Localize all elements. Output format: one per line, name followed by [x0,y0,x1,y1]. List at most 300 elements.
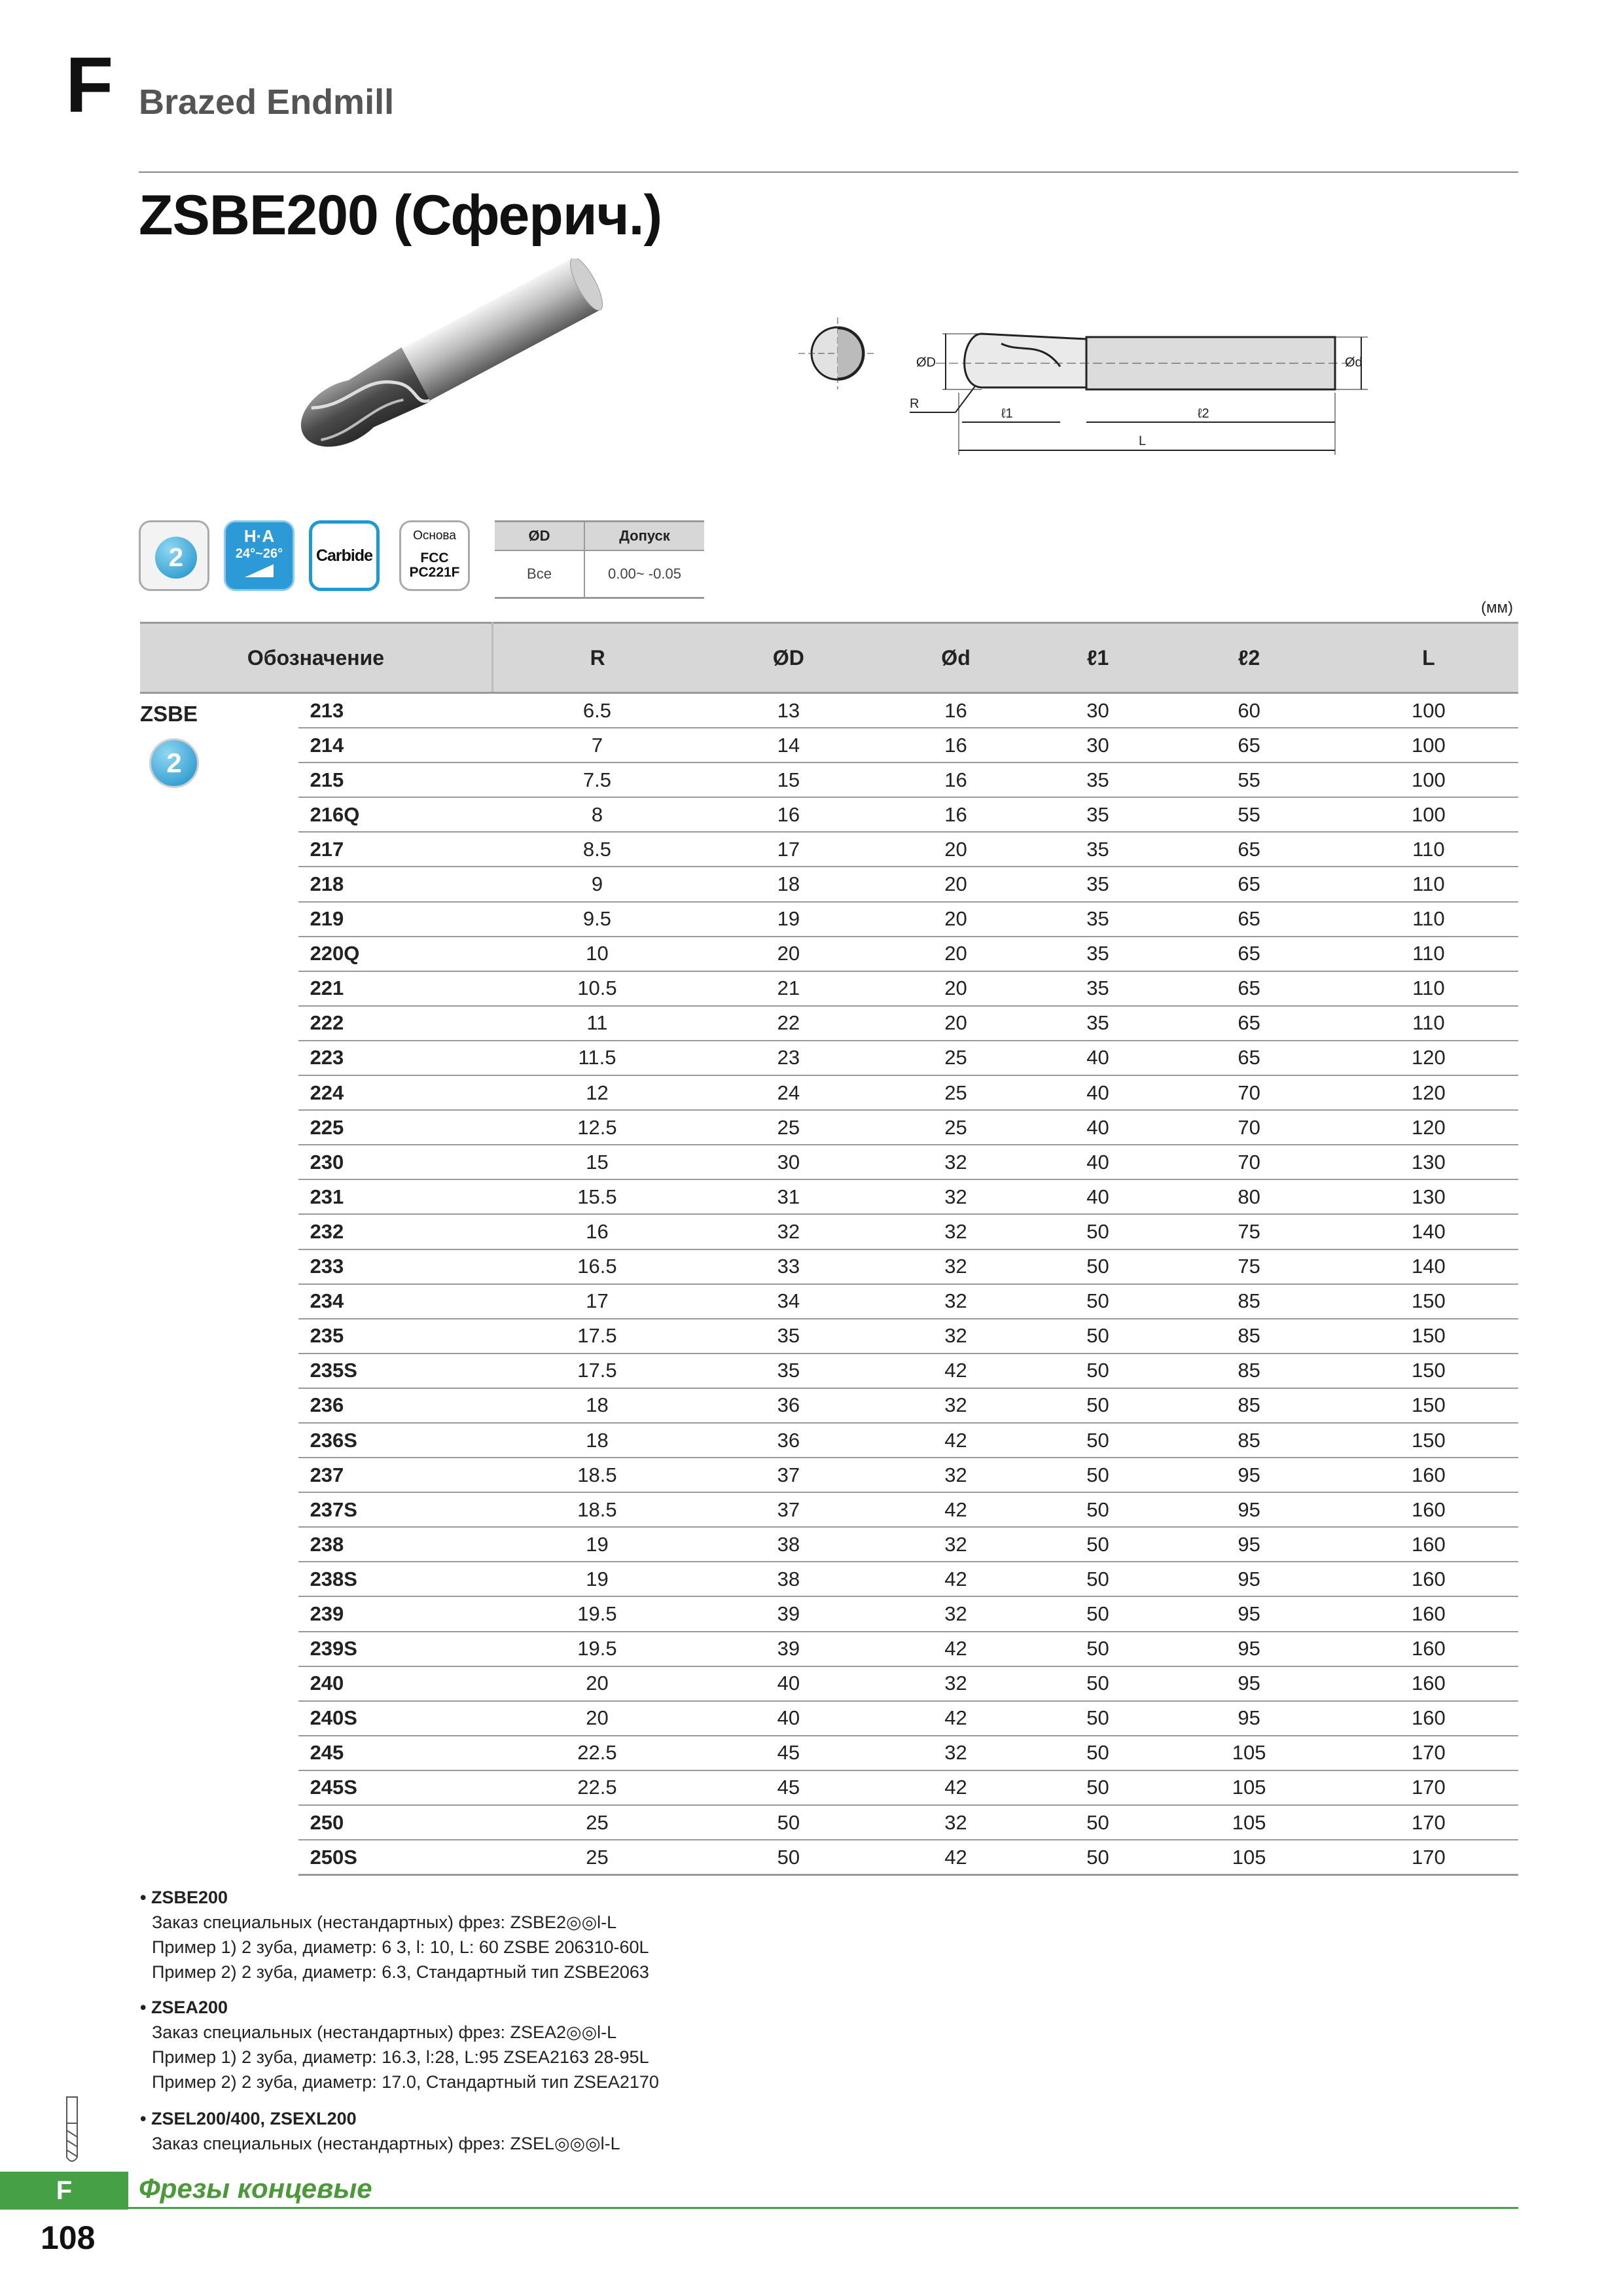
table-cell: 35 [1037,971,1160,1006]
endmill-drawing [785,281,1387,465]
table-cell: 32 [875,1249,1036,1284]
table-cell: 105 [1159,1736,1338,1770]
series-cell [140,693,298,1875]
table-cell: 37 [702,1492,875,1527]
table-cell: 18 [493,1423,702,1458]
table-cell: 11.5 [493,1041,702,1075]
table-row [140,1319,1518,1354]
table-cell: 130 [1339,1179,1518,1214]
endmill-photo [262,259,628,475]
table-cell: 35 [1037,867,1160,901]
table-cell: 8 [493,797,702,832]
table-cell: 150 [1339,1423,1518,1458]
table-cell: 33 [702,1249,875,1284]
table-cell: 17.5 [493,1319,702,1354]
note-block [140,2106,620,2156]
header-D: ØD [702,623,875,693]
table-cell: 42 [875,1354,1036,1388]
table-cell: 42 [875,1423,1036,1458]
table-cell: 25 [493,1840,702,1875]
table-cell: 25 [875,1041,1036,1075]
product-title: ZSBE200 (Сферич.) [139,184,662,247]
table-cell: 32 [875,1319,1036,1354]
table-cell: 50 [1037,1354,1160,1388]
table-cell: 55 [1159,762,1338,797]
note-line: Пример 1) 2 зуба, диаметр: 16.3, l:28, L:95 ZSEA2163 28-95L [152,2047,649,2067]
table-cell: 19.5 [493,1596,702,1631]
table-cell: 7 [493,728,702,762]
footer-category: Фрезы концевые [139,2173,372,2204]
table-cell: 38 [702,1527,875,1562]
base-grade-line2: PC221F [409,565,460,581]
table-cell: 160 [1339,1596,1518,1631]
designation-code: 220Q [298,937,493,971]
footer-divider [128,2207,1518,2209]
table-cell: 35 [1037,937,1160,971]
table-cell: 50 [1037,1805,1160,1840]
table-cell: 20 [493,1701,702,1736]
drawing-label-R: R [910,397,919,411]
table-cell: 20 [875,937,1036,971]
table-cell: 100 [1339,797,1518,832]
drawing-label-d: Ød [1345,355,1363,370]
table-cell: 32 [875,1179,1036,1214]
table-cell: 50 [1037,1527,1160,1562]
table-cell: 22 [702,1006,875,1041]
note-block [140,1885,649,1984]
table-cell: 95 [1159,1596,1338,1631]
designation-code: 213 [298,693,493,728]
tolerance-header-d: ØD [495,522,584,551]
note-title: • ZSEL200/400, ZSEXL200 [140,2109,357,2128]
table-cell: 32 [875,1736,1036,1770]
table-cell: 18.5 [493,1458,702,1492]
table-cell: 19 [493,1527,702,1562]
table-cell: 60 [1159,693,1338,728]
table-row [140,902,1518,937]
table-row [140,1666,1518,1701]
dimensions-table [140,622,1518,1876]
table-cell: 21 [702,971,875,1006]
table-cell: 19 [702,902,875,937]
table-cell: 16 [875,728,1036,762]
table-cell: 50 [1037,1632,1160,1666]
table-cell: 42 [875,1632,1036,1666]
note-line: Заказ специальных (нестандартных) фрез: ZSEL◎◎◎l-L [152,2134,620,2153]
table-row [140,1075,1518,1110]
designation-code: 223 [298,1041,493,1075]
table-cell: 20 [875,902,1036,937]
table-cell: 160 [1339,1666,1518,1701]
table-cell: 9 [493,867,702,901]
table-row [140,1388,1518,1423]
helix-badge-bottom: 24°~26° [235,547,283,561]
table-cell: 65 [1159,1006,1338,1041]
table-cell: 39 [702,1632,875,1666]
table-row [140,1214,1518,1249]
table-cell: 75 [1159,1249,1338,1284]
table-cell: 17 [493,1284,702,1319]
table-row [140,728,1518,762]
table-cell: 30 [1037,728,1160,762]
table-cell: 32 [875,1145,1036,1179]
dimensions-table-body [140,693,1518,1875]
table-cell: 16 [875,762,1036,797]
table-cell: 30 [1037,693,1160,728]
table-cell: 150 [1339,1354,1518,1388]
table-row [140,832,1518,867]
table-row [140,1354,1518,1388]
table-cell: 35 [702,1354,875,1388]
table-cell: 170 [1339,1805,1518,1840]
table-cell: 20 [702,937,875,971]
table-cell: 42 [875,1701,1036,1736]
table-cell: 32 [875,1596,1036,1631]
table-row [140,937,1518,971]
table-cell: 150 [1339,1284,1518,1319]
header-L: L [1339,623,1518,693]
table-cell: 50 [1037,1458,1160,1492]
table-cell: 110 [1339,1006,1518,1041]
table-row [140,1596,1518,1631]
table-cell: 160 [1339,1562,1518,1596]
table-row [140,1701,1518,1736]
table-row [140,971,1518,1006]
table-cell: 32 [875,1527,1036,1562]
header-R: R [493,623,702,693]
table-cell: 70 [1159,1110,1338,1145]
table-cell: 150 [1339,1388,1518,1423]
table-cell: 80 [1159,1179,1338,1214]
table-cell: 32 [875,1458,1036,1492]
table-cell: 25 [875,1110,1036,1145]
table-cell: 65 [1159,867,1338,901]
table-cell: 32 [875,1214,1036,1249]
table-cell: 65 [1159,1041,1338,1075]
table-cell: 24 [702,1075,875,1110]
drawing-label-L: L [1139,434,1147,448]
tolerance-table [495,520,704,599]
table-cell: 50 [1037,1736,1160,1770]
table-cell: 50 [1037,1249,1160,1284]
header-l1: ℓ1 [1037,623,1160,693]
table-row [140,762,1518,797]
table-cell: 8.5 [493,832,702,867]
table-cell: 23 [702,1041,875,1075]
table-cell: 160 [1339,1492,1518,1527]
table-row [140,1770,1518,1805]
table-cell: 16 [875,797,1036,832]
table-cell: 18 [493,1388,702,1423]
designation-code: 224 [298,1075,493,1110]
table-cell: 140 [1339,1214,1518,1249]
table-cell: 16.5 [493,1249,702,1284]
table-cell: 85 [1159,1388,1338,1423]
table-cell: 9.5 [493,902,702,937]
table-cell: 120 [1339,1075,1518,1110]
table-cell: 65 [1159,902,1338,937]
table-cell: 110 [1339,867,1518,901]
table-cell: 39 [702,1596,875,1631]
table-cell: 35 [702,1319,875,1354]
table-cell: 95 [1159,1458,1338,1492]
designation-code: 238S [298,1562,493,1596]
table-cell: 140 [1339,1249,1518,1284]
designation-code: 238 [298,1527,493,1562]
table-cell: 20 [875,971,1036,1006]
designation-code: 235 [298,1319,493,1354]
table-row [140,1492,1518,1527]
table-cell: 32 [702,1214,875,1249]
designation-code: 240 [298,1666,493,1701]
table-cell: 50 [702,1840,875,1875]
drawing-label-l2: ℓ2 [1198,406,1209,421]
unit-label: (мм) [1481,599,1513,617]
designation-code: 219 [298,902,493,937]
table-row [140,1458,1518,1492]
table-cell: 40 [1037,1075,1160,1110]
table-cell: 65 [1159,971,1338,1006]
table-cell: 45 [702,1770,875,1805]
table-cell: 105 [1159,1805,1338,1840]
table-row [140,1805,1518,1840]
table-cell: 85 [1159,1354,1338,1388]
table-cell: 10.5 [493,971,702,1006]
table-cell: 100 [1339,693,1518,728]
table-cell: 31 [702,1179,875,1214]
table-cell: 160 [1339,1632,1518,1666]
designation-code: 216Q [298,797,493,832]
table-cell: 50 [1037,1701,1160,1736]
helix-angle-badge [224,520,294,591]
tolerance-cell-d: Все [495,550,584,598]
drawing-label-l1: ℓ1 [1001,406,1013,421]
designation-code: 218 [298,867,493,901]
table-cell: 50 [1037,1596,1160,1631]
table-row [140,1179,1518,1214]
table-cell: 105 [1159,1770,1338,1805]
flute-count-badge [139,520,209,591]
table-cell: 120 [1339,1041,1518,1075]
table-cell: 32 [875,1805,1036,1840]
table-cell: 42 [875,1562,1036,1596]
section-title: Brazed Endmill [139,82,395,122]
table-cell: 40 [1037,1179,1160,1214]
table-cell: 37 [702,1458,875,1492]
table-cell: 20 [875,1006,1036,1041]
note-line: Заказ специальных (нестандартных) фрез: ZSBE2◎◎l-L [152,1912,617,1932]
designation-code: 237 [298,1458,493,1492]
series-name: ZSBE [140,702,198,726]
drawing-label-D: ØD [916,355,936,370]
section-letter: F [65,41,114,129]
designation-code: 250S [298,1840,493,1875]
table-row [140,1736,1518,1770]
header-d: Ød [875,623,1036,693]
table-cell: 15.5 [493,1179,702,1214]
table-cell: 50 [1037,1840,1160,1875]
table-cell: 16 [702,797,875,832]
table-cell: 100 [1339,728,1518,762]
table-row [140,1840,1518,1875]
designation-code: 234 [298,1284,493,1319]
table-cell: 16 [875,693,1036,728]
table-cell: 12.5 [493,1110,702,1145]
table-cell: 42 [875,1492,1036,1527]
table-cell: 65 [1159,937,1338,971]
table-cell: 35 [1037,902,1160,937]
table-cell: 40 [702,1701,875,1736]
flute-count-icon: 2 [149,738,199,788]
table-row [140,1562,1518,1596]
table-cell: 110 [1339,902,1518,937]
table-row [140,1284,1518,1319]
base-grade-label: Основа [413,529,456,543]
table-row [140,693,1518,728]
table-cell: 35 [1037,762,1160,797]
designation-code: 245S [298,1770,493,1805]
table-cell: 38 [702,1562,875,1596]
table-cell: 95 [1159,1492,1338,1527]
table-cell: 45 [702,1736,875,1770]
table-cell: 18.5 [493,1492,702,1527]
table-cell: 40 [1037,1110,1160,1145]
note-block [140,1995,659,2094]
helix-angle-icon [240,562,279,579]
table-cell: 75 [1159,1214,1338,1249]
table-row [140,1110,1518,1145]
table-cell: 120 [1339,1110,1518,1145]
table-cell: 20 [875,867,1036,901]
footer-section-tab: F [0,2172,128,2210]
table-cell: 95 [1159,1701,1338,1736]
table-cell: 160 [1339,1701,1518,1736]
table-cell: 35 [1037,797,1160,832]
table-cell: 95 [1159,1666,1338,1701]
table-cell: 95 [1159,1562,1338,1596]
table-cell: 50 [1037,1492,1160,1527]
table-cell: 170 [1339,1736,1518,1770]
table-cell: 65 [1159,728,1338,762]
table-cell: 35 [1037,832,1160,867]
table-row [140,1423,1518,1458]
designation-code: 237S [298,1492,493,1527]
table-cell: 25 [493,1805,702,1840]
table-cell: 50 [1037,1666,1160,1701]
table-cell: 110 [1339,971,1518,1006]
table-cell: 22.5 [493,1736,702,1770]
table-cell: 70 [1159,1145,1338,1179]
table-cell: 130 [1339,1145,1518,1179]
table-cell: 35 [1037,1006,1160,1041]
tolerance-header-tol: Допуск [584,522,704,551]
table-cell: 50 [1037,1562,1160,1596]
table-cell: 50 [1037,1284,1160,1319]
table-cell: 16 [493,1214,702,1249]
table-cell: 32 [875,1388,1036,1423]
material-badge: Carbide [309,520,380,591]
designation-code: 240S [298,1701,493,1736]
table-row [140,797,1518,832]
designation-code: 222 [298,1006,493,1041]
table-cell: 160 [1339,1458,1518,1492]
table-cell: 20 [875,832,1036,867]
table-cell: 85 [1159,1423,1338,1458]
table-cell: 6.5 [493,693,702,728]
table-cell: 110 [1339,937,1518,971]
note-line: Пример 2) 2 зуба, диаметр: 6.3, Стандартный тип ZSBE2063 [152,1962,649,1982]
note-title: • ZSEA200 [140,1998,228,2017]
table-cell: 10 [493,937,702,971]
table-cell: 40 [702,1666,875,1701]
designation-code: 245 [298,1736,493,1770]
table-row [140,867,1518,901]
base-grade-badge [399,520,470,591]
note-title: • ZSBE200 [140,1888,228,1907]
table-cell: 85 [1159,1284,1338,1319]
header-divider [139,171,1518,173]
header-designation: Обозначение [140,623,493,693]
table-cell: 32 [875,1284,1036,1319]
table-cell: 25 [875,1075,1036,1110]
table-cell: 11 [493,1006,702,1041]
table-cell: 150 [1339,1319,1518,1354]
table-row [140,1527,1518,1562]
table-cell: 170 [1339,1840,1518,1875]
endmill-side-icon [52,2094,92,2166]
table-cell: 7.5 [493,762,702,797]
designation-code: 250 [298,1805,493,1840]
table-cell: 50 [1037,1319,1160,1354]
note-line: Заказ специальных (нестандартных) фрез: ZSEA2◎◎l-L [152,2022,617,2042]
table-row [140,1249,1518,1284]
table-cell: 105 [1159,1840,1338,1875]
note-line: Пример 2) 2 зуба, диаметр: 17.0, Стандартный тип ZSEA2170 [152,2072,659,2092]
table-cell: 18 [702,867,875,901]
note-line: Пример 1) 2 зуба, диаметр: 6 3, l: 10, L: 60 ZSBE 206310-60L [152,1937,649,1957]
designation-code: 231 [298,1179,493,1214]
table-cell: 34 [702,1284,875,1319]
table-cell: 12 [493,1075,702,1110]
table-cell: 15 [702,762,875,797]
table-cell: 15 [493,1145,702,1179]
table-row [140,1632,1518,1666]
designation-code: 233 [298,1249,493,1284]
table-cell: 40 [1037,1145,1160,1179]
table-cell: 50 [1037,1423,1160,1458]
table-cell: 42 [875,1770,1036,1805]
header-l2: ℓ2 [1159,623,1338,693]
table-cell: 42 [875,1840,1036,1875]
flute-count-icon: 2 [155,537,197,579]
table-cell: 50 [1037,1214,1160,1249]
table-row [140,1006,1518,1041]
table-cell: 65 [1159,832,1338,867]
designation-code: 239 [298,1596,493,1631]
designation-code: 236 [298,1388,493,1423]
designation-code: 225 [298,1110,493,1145]
table-cell: 36 [702,1388,875,1423]
table-cell: 70 [1159,1075,1338,1110]
table-cell: 85 [1159,1319,1338,1354]
table-cell: 14 [702,728,875,762]
designation-code: 215 [298,762,493,797]
designation-code: 239S [298,1632,493,1666]
table-cell: 22.5 [493,1770,702,1805]
table-row [140,1041,1518,1075]
table-cell: 19 [493,1562,702,1596]
table-cell: 170 [1339,1770,1518,1805]
